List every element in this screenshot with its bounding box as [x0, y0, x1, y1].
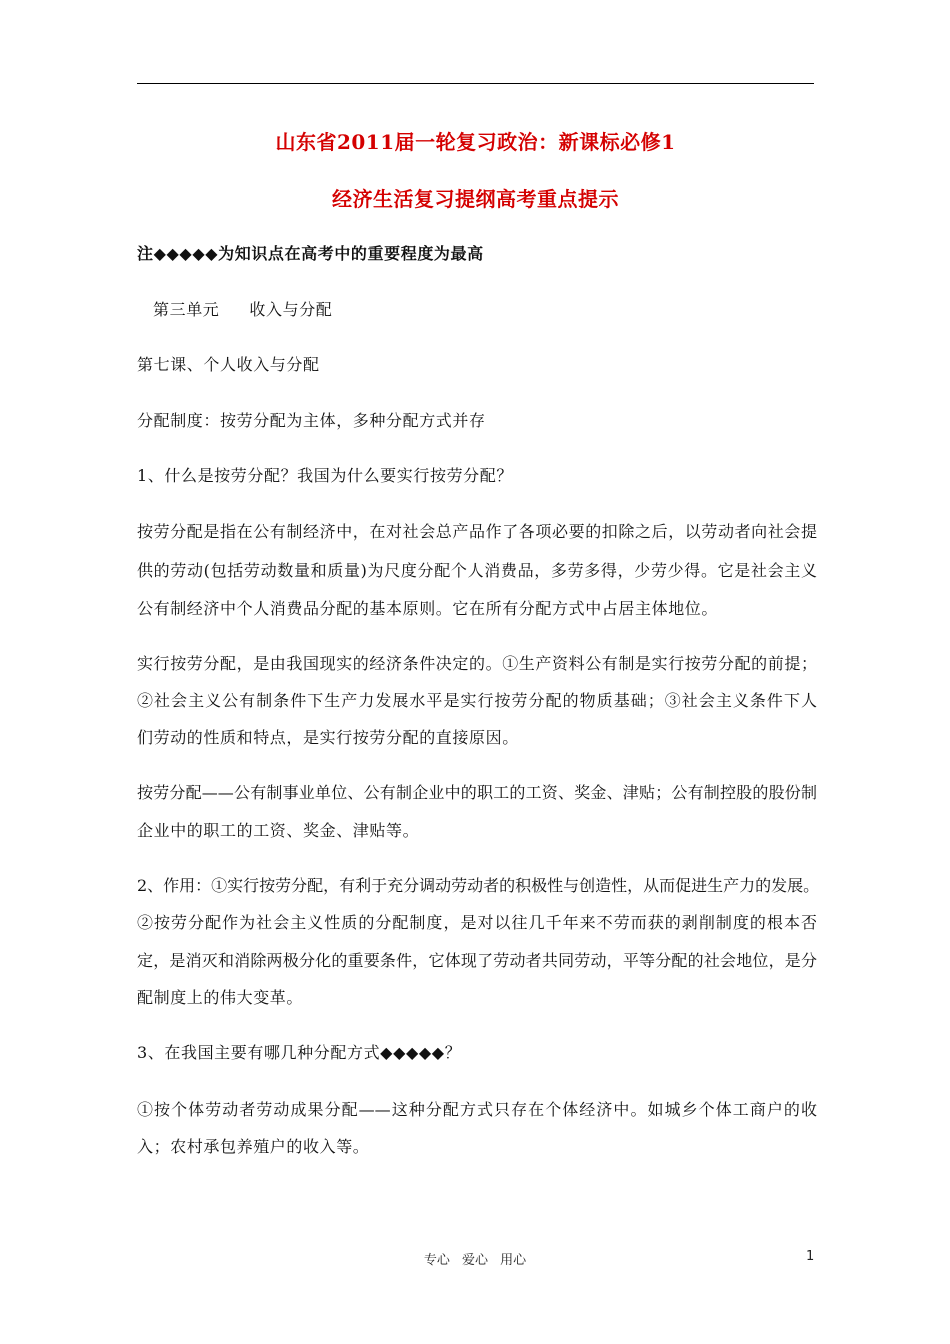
paragraph-5-line: 入；农村承包养殖户的收入等。: [137, 1137, 370, 1156]
question-1: 1、什么是按劳分配？我国为什么要实行按劳分配？: [137, 466, 513, 485]
page-number: 1: [806, 1249, 815, 1264]
footer-motto: 专心 爱心 用心: [423, 1253, 527, 1268]
paragraph-2-line: 们劳动的性质和特点，是实行按劳分配的直接原因。: [137, 728, 519, 747]
document-title-line-2: 经济生活复习提纲高考重点提示: [332, 187, 619, 211]
header-rule: [137, 83, 814, 84]
paragraph-4-line: ②按劳分配作为社会主义性质的分配制度，是对以往几千年来不劳而获的剥削制度的根本否: [137, 913, 817, 932]
paragraph-1-line: 公有制经济中个人消费品分配的基本原则。它在所有分配方式中占居主体地位。: [137, 599, 719, 618]
paragraph-4-line: 定，是消灭和消除两极分化的重要条件，它体现了劳动者共同劳动，平等分配的社会地位，是分: [137, 951, 817, 970]
document-title-line-1: 山东省2011届一轮复习政治：新课标必修1: [275, 130, 676, 154]
paragraph-4-line: 2、作用：①实行按劳分配，有利于充分调动劳动者的积极性与创造性，从而促进生产力的发展。: [137, 876, 820, 895]
unit-topic: 收入与分配: [249, 300, 333, 319]
distribution-system: 分配制度：按劳分配为主体，多种分配方式并存: [137, 411, 486, 430]
paragraph-1-line: 按劳分配是指在公有制经济中，在对社会总产品作了各项必要的扣除之后，以劳动者向社会提: [137, 522, 817, 541]
lesson-heading: 第七课、个人收入与分配: [137, 355, 320, 374]
paragraph-2-line: ②社会主义公有制条件下生产力发展水平是实行按劳分配的物质基础；③社会主义条件下人: [137, 691, 817, 710]
paragraph-5-line: ①按个体劳动者劳动成果分配——这种分配方式只存在个体经济中。如城乡个体工商户的收: [137, 1100, 817, 1119]
unit-label: 第三单元: [153, 300, 220, 319]
paragraph-3-line: 企业中的职工的工资、奖金、津贴等。: [137, 821, 420, 840]
paragraph-1-line: 供的劳动(包括劳动数量和质量)为尺度分配个人消费品，多劳多得，少劳少得。它是社会主义: [137, 561, 817, 580]
unit-heading: [153, 300, 833, 320]
question-3: 3、在我国主要有哪几种分配方式◆◆◆◆◆？: [137, 1043, 462, 1062]
importance-note: 注◆◆◆◆◆为知识点在高考中的重要程度为最高: [137, 244, 484, 263]
paragraph-4-line: 配制度上的伟大变革。: [137, 988, 304, 1007]
paragraph-2-line: 实行按劳分配，是由我国现实的经济条件决定的。①生产资料公有制是实行按劳分配的前提；: [137, 654, 817, 673]
paragraph-3-line: 按劳分配——公有制事业单位、公有制企业中的职工的工资、奖金、津贴；公有制控股的股份制: [137, 783, 817, 802]
